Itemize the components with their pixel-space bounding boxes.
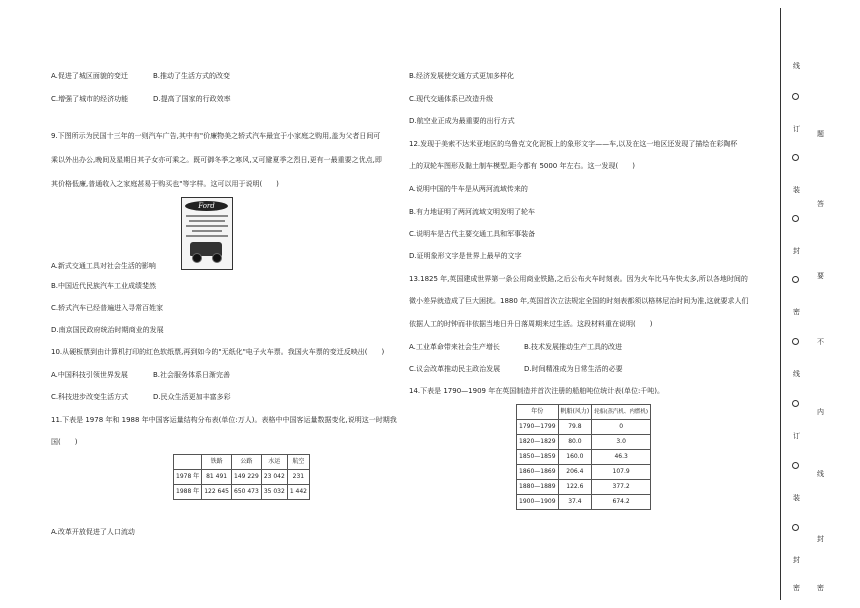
margin-char: 封 bbox=[793, 247, 800, 255]
binding-hole-icon bbox=[792, 276, 799, 283]
binding-hole-icon bbox=[792, 338, 799, 345]
table-cell: 80.0 bbox=[558, 435, 592, 450]
q10-option-c: C.科技进步改变生活方式 bbox=[51, 393, 129, 401]
q13-option-c: C.议会改革推动民主政治发展 bbox=[409, 365, 501, 373]
binding-hole-icon bbox=[792, 524, 799, 531]
margin-char: 封 bbox=[793, 556, 800, 564]
table-cell: 35 032 bbox=[261, 485, 287, 500]
table-cell: 122.6 bbox=[558, 480, 592, 495]
ford-advertisement-image bbox=[181, 197, 233, 270]
q11-option-d: D.航空业正成为最重要的出行方式 bbox=[409, 117, 515, 125]
q13-option-a: A.工业革命带来社会生产增长 bbox=[409, 343, 500, 351]
margin-warning-char: 内 bbox=[817, 408, 824, 416]
table-header-cell: 航空 bbox=[287, 455, 309, 470]
table-row bbox=[174, 470, 310, 485]
table-header-cell: 帆船(风力) bbox=[558, 405, 592, 420]
q13-stem-line1: 13.1825 年,英国建成世界第一条公用商业铁路,之后公布火车时刻表。因为火车比马车快太多,所以各地时间的 bbox=[409, 275, 748, 283]
table-cell: 1880—1889 bbox=[517, 480, 559, 495]
binding-hole-icon bbox=[792, 400, 799, 407]
table-cell: 122 645 bbox=[202, 485, 232, 500]
table-header-cell: 铁路 bbox=[202, 455, 232, 470]
q12-option-a: A.说明中国的牛车是从两河流域传来的 bbox=[409, 185, 528, 193]
q12-option-c: C.说明车是古代主要交通工具和军事装备 bbox=[409, 230, 536, 238]
q11-option-c: C.现代交通体系已改造升级 bbox=[409, 95, 494, 103]
q8-option-c: C.增强了城市的经济功能 bbox=[51, 95, 129, 103]
table-cell: 1790—1799 bbox=[517, 420, 559, 435]
ship-tonnage-table bbox=[516, 404, 651, 510]
table-cell: 0 bbox=[592, 420, 651, 435]
q9-stem-line2: 乘以外出办公,晚间及星期日其子女亦可乘之。既可御冬季之寒风,又可避夏季之烈日,更有一最重要之优点,即 bbox=[51, 156, 382, 164]
q12-option-b: B.有力地证明了两河流域文明发明了轮车 bbox=[409, 208, 536, 216]
binding-hole-icon bbox=[792, 462, 799, 469]
table-cell: 650 473 bbox=[232, 485, 262, 500]
q12-option-d: D.证明象形文字是世界上最早的文字 bbox=[409, 252, 522, 260]
table-header-cell: 年份 bbox=[517, 405, 559, 420]
table-header-cell: 轮船(蒸汽机、内燃机) bbox=[592, 405, 651, 420]
table-row bbox=[517, 420, 651, 435]
margin-char: 线 bbox=[793, 370, 800, 378]
q8-option-a: A.促进了城区面貌的变迁 bbox=[51, 72, 128, 80]
q13-option-b: B.技术发展推动生产工具的改进 bbox=[524, 343, 623, 351]
q12-stem-line1: 12.发现于美索不达米亚地区的乌鲁克文化泥板上的象形文字——车,以及在这一地区还发现了描绘在彩陶杯 bbox=[409, 140, 738, 148]
margin-warning-char: 题 bbox=[817, 130, 824, 138]
q14-stem: 14.下表是 1790—1909 年在英国制造并首次注册的船舶吨位统计表(单位:千吨)。 bbox=[409, 387, 665, 395]
table-cell: 377.2 bbox=[592, 480, 651, 495]
table-cell: 37.4 bbox=[558, 495, 592, 510]
q10-option-b: B.社会服务体系日渐完善 bbox=[153, 371, 231, 379]
margin-char: 订 bbox=[793, 432, 800, 440]
ad-text-line bbox=[186, 225, 228, 227]
table-header-cell bbox=[174, 455, 202, 470]
table-row bbox=[517, 480, 651, 495]
ad-text-line bbox=[186, 235, 228, 237]
table-row bbox=[517, 465, 651, 480]
binding-hole-icon bbox=[792, 154, 799, 161]
q11-stem-line1: 11.下表是 1978 年和 1988 年中国客运量结构分布表(单位:万人)。表格中中国客运量数据变化,说明这一时期我 bbox=[51, 416, 397, 424]
margin-char: 密 bbox=[793, 308, 800, 316]
q11-stem-line2: 国( ) bbox=[51, 438, 78, 446]
table-cell: 79.8 bbox=[558, 420, 592, 435]
q11-option-b: B.经济发展使交通方式更加多样化 bbox=[409, 72, 515, 80]
margin-char: 装 bbox=[793, 186, 800, 194]
table-cell: 160.0 bbox=[558, 450, 592, 465]
q10-option-d: D.民众生活更加丰富多彩 bbox=[153, 393, 231, 401]
table-cell: 149 229 bbox=[232, 470, 262, 485]
ford-logo: Ford bbox=[185, 201, 228, 211]
table-header-cell: 水运 bbox=[261, 455, 287, 470]
table-cell: 1820—1829 bbox=[517, 435, 559, 450]
table-row bbox=[517, 495, 651, 510]
table-row bbox=[517, 435, 651, 450]
q13-option-d: D.时间精准成为日常生活的必要 bbox=[524, 365, 623, 373]
ad-text-line bbox=[192, 230, 222, 232]
table-cell: 1900—1909 bbox=[517, 495, 559, 510]
margin-warning-char: 线 bbox=[817, 470, 824, 478]
table-cell: 1988 年 bbox=[174, 485, 202, 500]
wheel-icon bbox=[212, 253, 222, 263]
binding-hole-icon bbox=[792, 215, 799, 222]
q9-stem-line1: 9.下图所示为民国十三年的一则汽车广告,其中有"价廉物美之轿式汽车最宜于小家庭之购用,盖为父者日间可 bbox=[51, 132, 381, 140]
binding-hole-icon bbox=[792, 93, 799, 100]
ad-text-line bbox=[186, 215, 228, 217]
margin-char: 订 bbox=[793, 125, 800, 133]
table-cell: 206.4 bbox=[558, 465, 592, 480]
margin-warning-char: 封 bbox=[817, 535, 824, 543]
q9-option-c: C.轿式汽车已经普遍进入寻常百姓家 bbox=[51, 304, 164, 312]
q10-stem: 10.从硬板票到由计算机打印的红色软纸票,再到如今的"无纸化"电子火车票。我国火车票的变迁反映出( ) bbox=[51, 348, 385, 356]
q10-option-a: A.中国科技引领世界发展 bbox=[51, 371, 128, 379]
table-cell: 1860—1869 bbox=[517, 465, 559, 480]
table-cell: 3.0 bbox=[592, 435, 651, 450]
binding-line bbox=[780, 8, 781, 600]
table-header-row bbox=[174, 455, 310, 470]
table-row bbox=[174, 485, 310, 500]
q13-stem-line2: 微小差异就造成了巨大困扰。1880 年,英国首次立法规定全国的时刻表都须以格林尼治时间为准,这就要求人们 bbox=[409, 297, 749, 305]
table-cell: 1978 年 bbox=[174, 470, 202, 485]
q13-stem-line3: 依据人工的时钟而非依据当地日升日落周期来过生活。这段材料重在说明( ) bbox=[409, 320, 653, 328]
table-header-cell: 公路 bbox=[232, 455, 262, 470]
margin-warning-char: 要 bbox=[817, 272, 824, 280]
q9-option-a: A.新式交通工具对社会生活的影响 bbox=[51, 262, 156, 270]
table-header-row bbox=[517, 405, 651, 420]
margin-char: 密 bbox=[793, 584, 800, 592]
margin-warning-char: 密 bbox=[817, 584, 824, 592]
table-cell: 46.3 bbox=[592, 450, 651, 465]
margin-warning-char: 不 bbox=[817, 338, 824, 346]
q12-stem-line2: 上的双轮车图形及黏土制车模型,距今都有 5000 年左右。这一发现( ) bbox=[409, 162, 635, 170]
q9-stem-line3: 其价格低廉,普通收入之家庭甚易于购买也"等字样。这可以用于说明( ) bbox=[51, 180, 279, 188]
q8-option-b: B.推动了生活方式的改变 bbox=[153, 72, 231, 80]
table-cell: 107.9 bbox=[592, 465, 651, 480]
q8-option-d: D.提高了国家的行政效率 bbox=[153, 95, 231, 103]
table-cell: 231 bbox=[287, 470, 309, 485]
margin-char: 线 bbox=[793, 62, 800, 70]
table-cell: 674.2 bbox=[592, 495, 651, 510]
ad-text-line bbox=[189, 220, 225, 222]
wheel-icon bbox=[192, 253, 202, 263]
q9-option-d: D.南京国民政府统治时期商业的发展 bbox=[51, 326, 164, 334]
passenger-volume-table bbox=[173, 454, 310, 500]
table-cell: 1 442 bbox=[287, 485, 309, 500]
margin-warning-char: 答 bbox=[817, 200, 824, 208]
margin-char: 装 bbox=[793, 494, 800, 502]
table-cell: 23 042 bbox=[261, 470, 287, 485]
table-row bbox=[517, 450, 651, 465]
q9-option-b: B.中国近代民族汽车工业成绩斐然 bbox=[51, 282, 157, 290]
q11-option-a: A.改革开放促进了人口流动 bbox=[51, 528, 135, 536]
table-cell: 81 491 bbox=[202, 470, 232, 485]
table-cell: 1850—1859 bbox=[517, 450, 559, 465]
